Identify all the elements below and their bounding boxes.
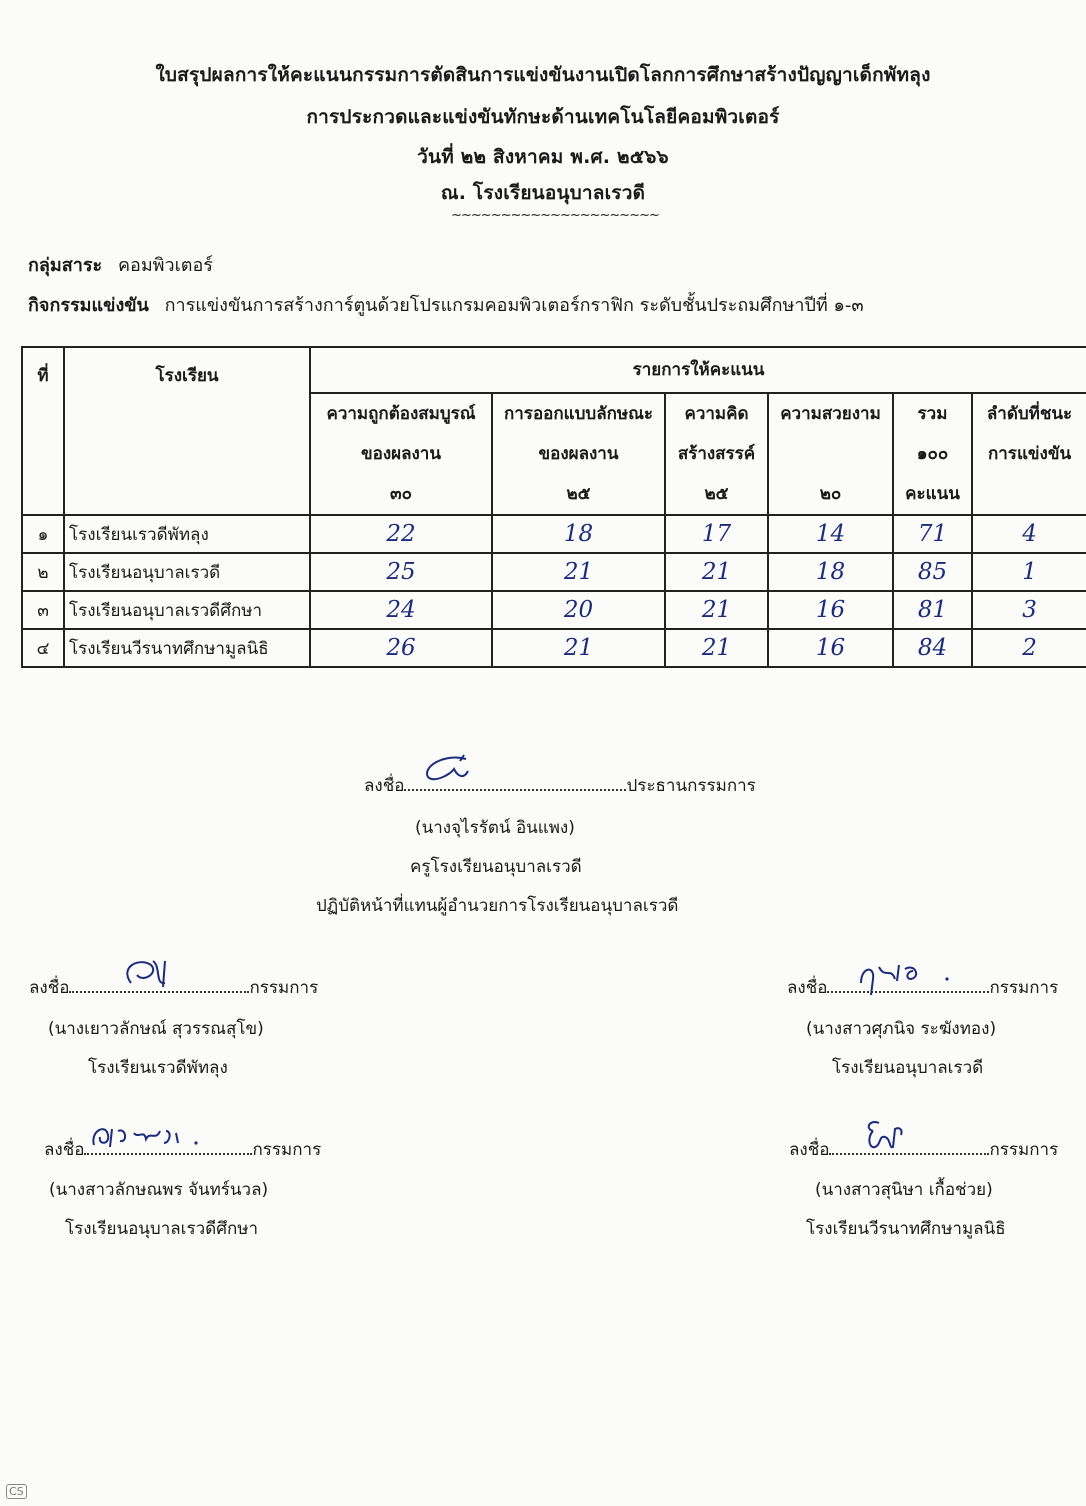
committee-3-signature-field bbox=[84, 1139, 252, 1155]
activity-value: การแข่งขันการสร้างการ์ตูนด้วยโปรแกรมคอมพิวเตอร์กราฟิก ระดับชั้นประถมศึกษาปีที่ ๑-๓ bbox=[164, 295, 864, 316]
committee-1-sign-prefix: ลงชื่อ bbox=[29, 978, 70, 998]
col-header-no: ที่ bbox=[22, 347, 64, 515]
committee-1-signature-scribble bbox=[69, 953, 179, 993]
score-criterion-3: 17 bbox=[665, 515, 768, 553]
col-header-rank bbox=[972, 393, 1086, 515]
score-total: 84 bbox=[893, 629, 972, 667]
score-total: 71 bbox=[893, 515, 972, 553]
col-header-criterion-1 bbox=[310, 393, 492, 515]
committee-4-school: โรงเรียนวีรนาทศึกษามูลนิธิ bbox=[806, 1219, 1006, 1239]
rank-line2: การแข่งขัน bbox=[987, 444, 1072, 464]
criterion-3-line2: สร้างสรรค์ bbox=[677, 444, 756, 464]
score-criterion-4: 14 bbox=[768, 515, 893, 553]
school-name: โรงเรียนอนุบาลเรวดีศึกษา bbox=[64, 591, 310, 629]
rank: 3 bbox=[972, 591, 1086, 629]
criterion-3-max: ๒๕ bbox=[704, 484, 729, 504]
col-header-total bbox=[893, 393, 972, 515]
committee-1-school: โรงเรียนเรวดีพัทลุง bbox=[88, 1058, 228, 1078]
col-header-criterion-3 bbox=[665, 393, 768, 515]
document-subtitle: การประกวดและแข่งขันทักษะด้านเทคโนโลยีคอมพิวเตอร์ bbox=[306, 106, 780, 128]
committee-1-role: กรรมการ bbox=[249, 978, 319, 998]
col-header-criterion-2 bbox=[492, 393, 665, 515]
rank: 2 bbox=[972, 629, 1086, 667]
score-criterion-1: 22 bbox=[310, 515, 492, 553]
committee-3-role: กรรมการ bbox=[252, 1140, 322, 1160]
chair-sign-prefix: ลงชื่อ bbox=[364, 776, 405, 796]
total-line2: ๑๐๐ bbox=[916, 444, 949, 464]
score-criterion-4: 16 bbox=[768, 629, 893, 667]
score-criterion-2: 18 bbox=[492, 515, 665, 553]
score-criterion-4: 18 bbox=[768, 553, 893, 591]
chair-position-2: ปฏิบัติหน้าที่แทนผู้อำนวยการโรงเรียนอนุบาลเรวดี bbox=[316, 896, 679, 916]
committee-2-sign-prefix: ลงชื่อ bbox=[787, 978, 828, 998]
ornament-divider: ~~~~~~~~~~~~~~~~~~~~~ bbox=[451, 208, 659, 223]
document-title: ใบสรุปผลการให้คะแนนกรรมการตัดสินการแข่งขันงานเปิดโลกการศึกษาสร้างปัญญาเด็กพัทลุง bbox=[155, 64, 931, 86]
school-name: โรงเรียนเรวดีพัทลุง bbox=[64, 515, 310, 553]
criterion-2-max: ๒๕ bbox=[566, 484, 591, 504]
school-name: โรงเรียนอนุบาลเรวดี bbox=[64, 553, 310, 591]
row-number: ๔ bbox=[22, 629, 64, 667]
committee-1-signature-line bbox=[29, 974, 318, 1001]
table-row bbox=[22, 515, 1086, 553]
score-criterion-3: 21 bbox=[665, 553, 768, 591]
activity-label: กิจกรรมแข่งขัน bbox=[28, 295, 149, 316]
subject-group bbox=[28, 250, 213, 279]
row-number: ๓ bbox=[22, 591, 64, 629]
committee-2-signature-field bbox=[827, 977, 989, 993]
table-row bbox=[22, 591, 1086, 629]
committee-4-sign-prefix: ลงชื่อ bbox=[789, 1140, 830, 1160]
criterion-2-line2: ของผลงาน bbox=[538, 444, 619, 464]
committee-3-school: โรงเรียนอนุบาลเรวดีศึกษา bbox=[65, 1219, 259, 1239]
committee-3-name: (นางสาวลักษณพร จันทร์นวล) bbox=[49, 1180, 269, 1200]
chair-role: ประธานกรรมการ bbox=[626, 776, 756, 796]
chair-name: (นางจุไรรัตน์ อินแพง) bbox=[415, 818, 575, 838]
col-header-school: โรงเรียน bbox=[64, 347, 310, 515]
subject-group-label: กลุ่มสาระ bbox=[28, 255, 103, 276]
total-line1: รวม bbox=[917, 404, 948, 424]
subject-group-value: คอมพิวเตอร์ bbox=[117, 255, 213, 276]
score-total: 81 bbox=[893, 591, 972, 629]
school-name: โรงเรียนวีรนาทศึกษามูลนิธิ bbox=[64, 629, 310, 667]
committee-1-signature-field bbox=[69, 977, 249, 993]
chair-signature-field bbox=[404, 775, 626, 791]
total-max: คะแนน bbox=[905, 484, 960, 504]
score-criterion-1: 24 bbox=[310, 591, 492, 629]
committee-2-school: โรงเรียนอนุบาลเรวดี bbox=[832, 1058, 984, 1078]
rank: 4 bbox=[972, 515, 1086, 553]
document-date: วันที่ ๒๒ สิงหาคม พ.ศ. ๒๕๖๖ bbox=[417, 146, 669, 168]
score-criterion-2: 21 bbox=[492, 553, 665, 591]
committee-2-signature-scribble bbox=[827, 953, 967, 997]
committee-4-signature-scribble bbox=[829, 1115, 909, 1159]
table-row bbox=[22, 629, 1086, 667]
committee-2-role: กรรมการ bbox=[989, 978, 1059, 998]
committee-1-name: (นางเยาวลักษณ์ สุวรรณสุโข) bbox=[48, 1019, 264, 1039]
col-header-criteria-group: รายการให้คะแนน bbox=[310, 347, 1086, 393]
score-table bbox=[21, 346, 1086, 668]
score-criterion-2: 20 bbox=[492, 591, 665, 629]
score-criterion-1: 26 bbox=[310, 629, 492, 667]
criterion-4-max: ๒๐ bbox=[819, 484, 842, 504]
score-criterion-2: 21 bbox=[492, 629, 665, 667]
score-criterion-4: 16 bbox=[768, 591, 893, 629]
activity bbox=[28, 290, 864, 319]
rank: 1 bbox=[972, 553, 1086, 591]
row-number: ๒ bbox=[22, 553, 64, 591]
score-criterion-3: 21 bbox=[665, 629, 768, 667]
criterion-2-line1: การออกแบบลักษณะ bbox=[503, 404, 654, 424]
score-criterion-1: 25 bbox=[310, 553, 492, 591]
chair-position-1: ครูโรงเรียนอนุบาลเรวดี bbox=[410, 857, 582, 877]
committee-4-signature-field bbox=[829, 1139, 989, 1155]
committee-3-signature-line bbox=[44, 1136, 321, 1163]
col-header-criterion-4 bbox=[768, 393, 893, 515]
score-criterion-3: 21 bbox=[665, 591, 768, 629]
criterion-1-line2: ของผลงาน bbox=[361, 444, 441, 464]
committee-3-sign-prefix: ลงชื่อ bbox=[44, 1140, 85, 1160]
chair-signature-line bbox=[364, 772, 756, 799]
committee-2-signature-line bbox=[787, 974, 1058, 1001]
score-total: 85 bbox=[893, 553, 972, 591]
criterion-4-line2 bbox=[769, 434, 892, 474]
scanner-badge: CS bbox=[6, 1484, 27, 1499]
document-venue: ณ. โรงเรียนอนุบาลเรวดี bbox=[440, 182, 646, 204]
criterion-3-line1: ความคิด bbox=[684, 404, 749, 424]
criterion-1-line1: ความถูกต้องสมบูรณ์ bbox=[326, 404, 476, 424]
committee-3-signature-scribble bbox=[84, 1115, 224, 1155]
chair-signature-scribble bbox=[404, 751, 484, 787]
row-number: ๑ bbox=[22, 515, 64, 553]
committee-4-role: กรรมการ bbox=[989, 1140, 1059, 1160]
criterion-4-line1: ความสวยงาม bbox=[780, 404, 881, 424]
criterion-1-max: ๓๐ bbox=[390, 484, 412, 504]
committee-4-name: (นางสาวสุนิษา เกื้อช่วย) bbox=[815, 1180, 993, 1200]
rank-line1: ลำดับที่ชนะ bbox=[986, 404, 1073, 424]
committee-2-name: (นางสาวศุภนิจ ระฆังทอง) bbox=[806, 1019, 997, 1039]
committee-4-signature-line bbox=[789, 1136, 1058, 1163]
table-row bbox=[22, 553, 1086, 591]
